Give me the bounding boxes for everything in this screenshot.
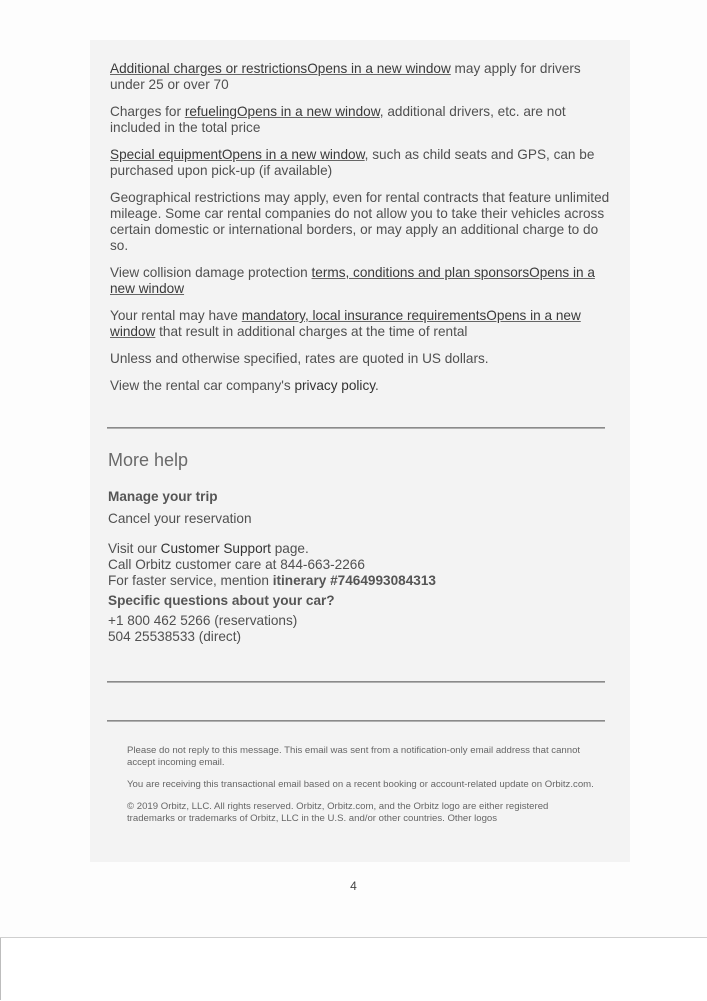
local-insurance-link[interactable]: mandatory, local insurance requirementsOpens in a new window: [110, 308, 581, 339]
collision-terms-link[interactable]: terms, conditions and plan sponsorsOpens in a new window: [110, 265, 595, 296]
term-local-insurance: [110, 308, 615, 340]
section-divider: [107, 427, 605, 429]
term-refueling: [110, 104, 615, 136]
itinerary-line: [108, 573, 608, 589]
support-line: [108, 541, 608, 557]
term-text: , additional drivers, etc. are not included in the total price: [110, 104, 566, 135]
special-equipment-link[interactable]: Special equipmentOpens in a new window: [110, 147, 365, 162]
term-collision-damage: [110, 265, 615, 297]
car-questions-heading: Specific questions about your car?: [108, 593, 335, 608]
customer-support-link[interactable]: Customer Support: [160, 541, 271, 556]
term-privacy: [110, 378, 615, 394]
cancel-reservation-link[interactable]: Cancel your reservation: [108, 511, 252, 526]
refueling-link[interactable]: refuelingOpens in a new window: [184, 104, 380, 119]
more-help-title: More help: [108, 450, 189, 470]
term-text: may apply for drivers under 25 or over 70: [110, 61, 581, 92]
itinerary-prefix: For faster service, mention: [108, 573, 273, 588]
footer-divider-top: [107, 681, 605, 683]
privacy-policy-link[interactable]: privacy policy: [294, 378, 376, 393]
additional-charges-link[interactable]: Additional charges or restrictionsOpens in a new window: [110, 61, 451, 76]
manage-trip-heading: Manage your trip: [108, 489, 218, 504]
footer-divider-bottom: [107, 720, 605, 722]
phone-reservations: +1 800 462 5266 (reservations): [108, 613, 298, 628]
copyright-notice: © 2019 Orbitz, LLC. All rights reserved. Orbitz, Orbitz.com, and the Orbitz logo are either registered trademarks or trademarks of Orbitz, LLC in the U.S. and/or other countries. Other logos: [127, 801, 549, 824]
support-prefix: Visit our: [108, 541, 161, 556]
next-page-edge: [0, 937, 707, 1001]
no-reply-notice: Please do not reply to this message. This email was sent from a notification-only email address that cannot accept incoming email.: [127, 745, 581, 768]
term-special-equipment: [110, 147, 615, 179]
call-customer-care: Call Orbitz customer care at 844-663-2266: [108, 557, 365, 572]
phone-direct: 504 25538533 (direct): [108, 629, 242, 644]
page-number: 4: [350, 879, 357, 893]
next-page-left-edge: [0, 938, 1, 1000]
rental-terms-section: [110, 61, 615, 405]
term-currency: Unless and otherwise specified, rates are quoted in US dollars.: [110, 351, 489, 366]
itinerary-number: itinerary #7464993084313: [272, 573, 436, 588]
term-geographical-restrictions: Geographical restrictions may apply, even for rental contracts that feature unlimited mileage. Some car rental companies do not allow you to take their vehicles across certain domestic or international borders, or may apply an additional charge to do so.: [110, 190, 610, 253]
term-text: View the rental car company's: [110, 378, 295, 393]
email-content-panel: [90, 40, 630, 862]
term-text: that result in additional charges at the time of rental: [155, 324, 468, 339]
term-text: .: [375, 378, 379, 393]
term-text: , such as child seats and GPS, can be purchased upon pick-up (if available): [110, 147, 595, 178]
transactional-notice: You are receiving this transactional email based on a recent booking or account-related update on Orbitz.com.: [127, 779, 594, 790]
email-footer: [127, 745, 597, 835]
term-text: Your rental may have: [110, 308, 242, 323]
more-help-section: [108, 450, 608, 645]
term-text: View collision damage protection: [110, 265, 312, 280]
term-additional-charges: [110, 61, 615, 93]
term-text: Charges for: [110, 104, 185, 119]
support-suffix: page.: [270, 541, 309, 556]
